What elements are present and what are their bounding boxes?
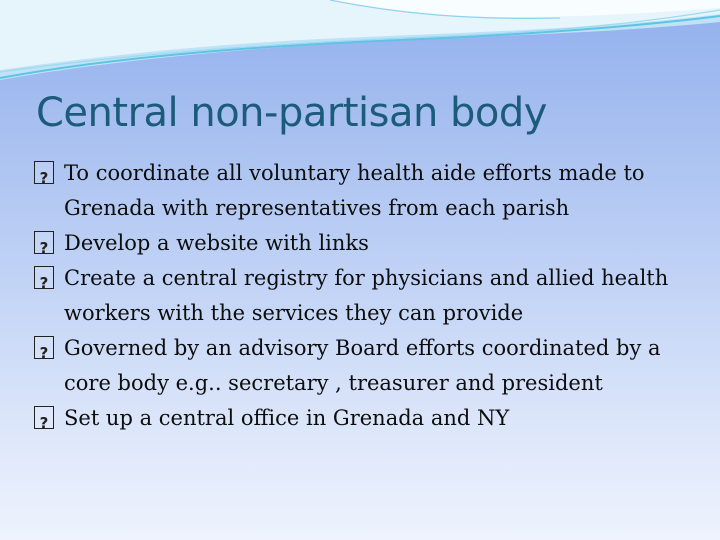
slide-title: Central non-partisan body — [36, 90, 547, 136]
bullet-marker-icon — [34, 226, 54, 261]
bullet-item — [34, 261, 704, 331]
bullet-item — [34, 156, 704, 226]
bullet-marker-icon — [34, 331, 54, 366]
bullet-text: Create a central registry for physicians and allied health workers with the services they can provide — [64, 266, 669, 325]
bullet-text: Governed by an advisory Board efforts coordinated by a core body e.g.. secretary , treasurer and president — [64, 336, 661, 395]
bullet-marker-icon — [34, 156, 54, 191]
bullet-text: Set up a central office in Grenada and NY — [64, 406, 510, 430]
bullet-marker-icon — [34, 261, 54, 296]
bullet-text: Develop a website with links — [64, 231, 369, 255]
bullet-list — [34, 156, 704, 436]
bullet-item — [34, 401, 704, 436]
bullet-text: To coordinate all voluntary health aide efforts made to Grenada with representatives from each parish — [64, 161, 645, 220]
bullet-marker-icon — [34, 401, 54, 436]
bullet-item — [34, 226, 704, 261]
bullet-item — [34, 331, 704, 401]
